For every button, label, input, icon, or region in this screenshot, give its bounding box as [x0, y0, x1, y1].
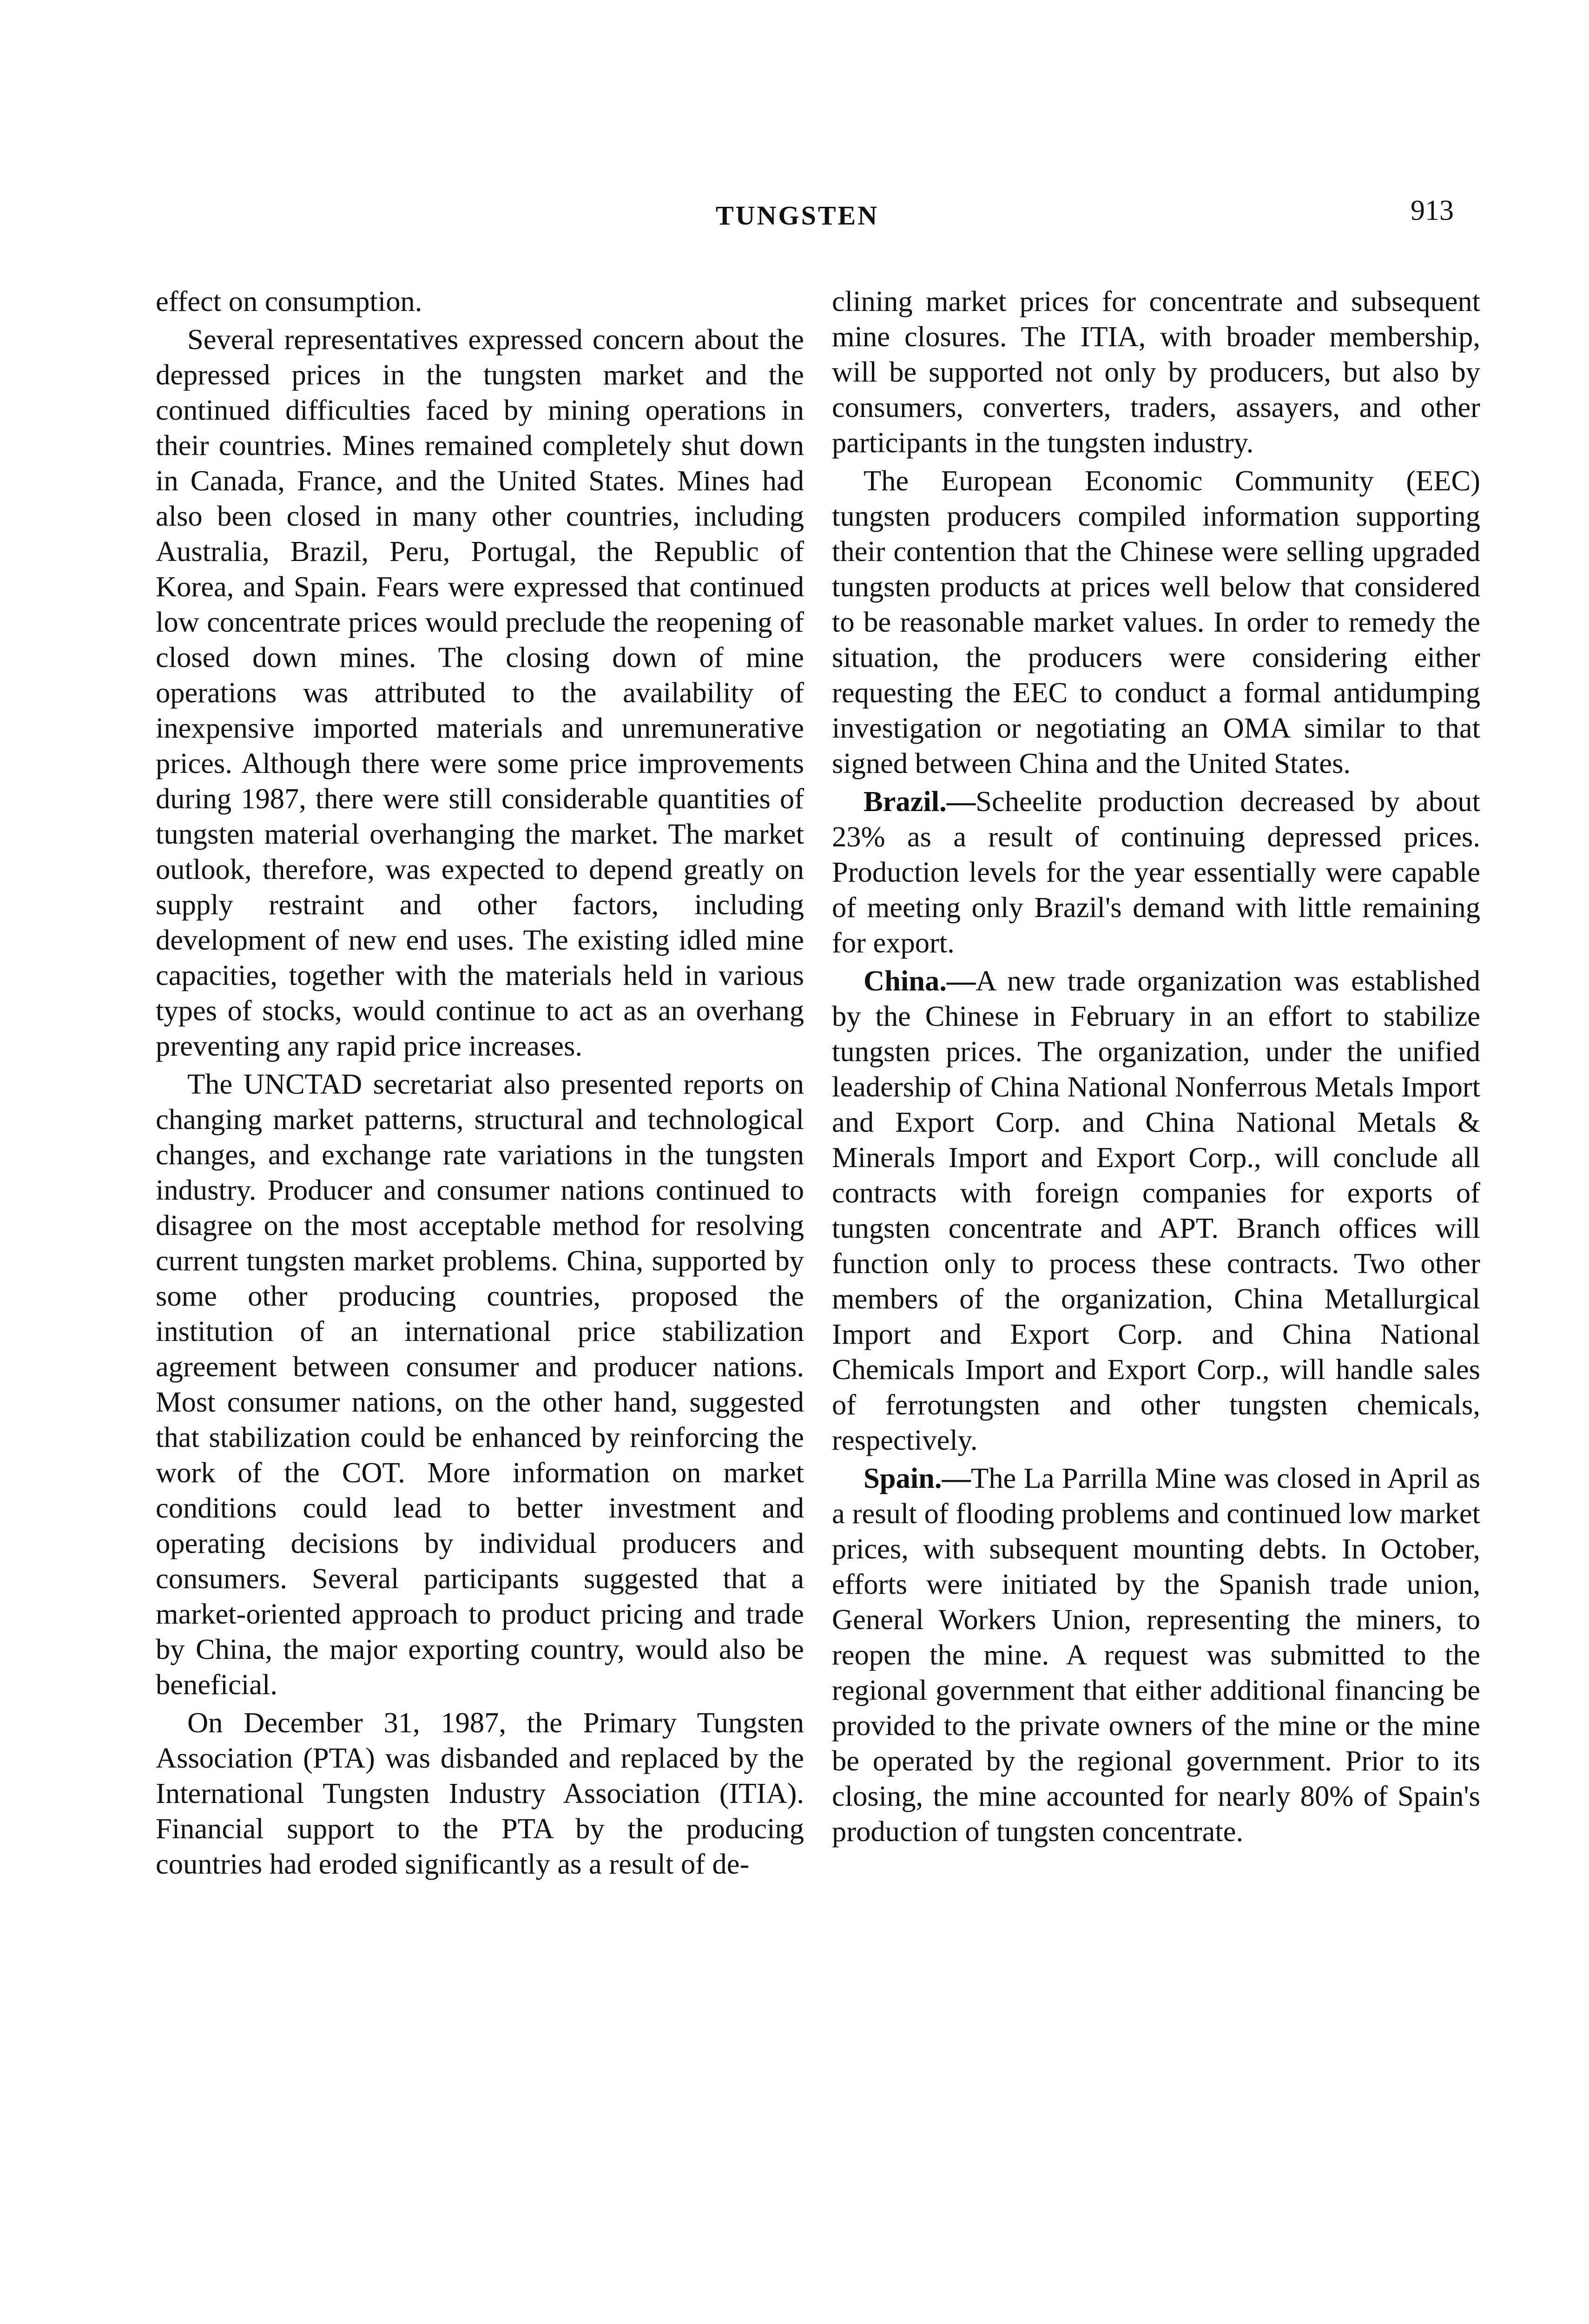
section-brazil [832, 784, 1480, 960]
paragraph-eec: The European Economic Community (EEC) tungsten producers compiled information supporting their contention that the Chinese were selling upgraded tungsten products at prices well below that considered to be reasonable market values. In order to remedy the situation, the producers were considering either requesting the EEC to conduct a formal antidumping investigation or negotiating an OMA similar to that signed between China and the United States. [832, 464, 1480, 779]
page-number: 913 [1411, 195, 1454, 226]
running-head: TUNGSTEN [716, 200, 879, 231]
section-china [832, 963, 1480, 1458]
section-spain [832, 1460, 1480, 1849]
spain-text: The La Parrilla Mine was closed in April as a result of flooding problems and continued low market prices, with subsequent mounting debts. In October, efforts were initiated by the Spanish trade union, General Workers Union, representing the miners, to reopen the mine. A request was submitted to the regional government that either additional financing be provided to the private owners of the mine or the mine be operated by the regional government. Prior to its closing, the mine accounted for nearly 80% of Spain's production of tungsten concentrate. [832, 1462, 1480, 1848]
left-column [156, 284, 804, 1884]
paragraph-mine-closures: Several representatives expressed concern about the depressed prices in the tungsten market and the continued difficulties faced by mining operations in their countries. Mines remained completely shut down in Canada, France, and the United States. Mines had also been closed in many other countries, including Australia, Brazil, Peru, Portugal, the Republic of Korea, and Spain. Fears were expressed that continued low concentrate prices would preclude the reopening of closed down mines. The closing down of mine operations was attributed to the availability of inexpensive imported materials and unremunerative prices. Although there were some price improvements during 1987, there were still considerable quantities of tungsten material overhanging the market. The market outlook, therefore, was expected to depend greatly on supply restraint and other factors, including development of new end uses. The existing idled mine capacities, together with the materials held in various types of stocks, would continue to act as an overhang preventing any rapid price increases. [156, 323, 804, 1062]
china-text: A new trade organization was established by the Chinese in February in an effort to stabilize tungsten prices. The organization, under the unified leadership of China National Nonferrous Metals Import and Export Corp. and China National Metals & Minerals Import and Export Corp., will conclude all contracts with foreign companies for exports of tungsten concentrate and APT. Branch offices will function only to process these contracts. Two other members of the organization, China Metallurgical Import and Export Corp. and China National Chemicals Import and Export Corp., will handle sales of ferrotungsten and other tungsten chemicals, respectively. [832, 964, 1480, 1456]
china-heading: China.— [864, 964, 976, 997]
paragraph-pta-itia: On December 31, 1987, the Primary Tungsten Association (PTA) was disbanded and replaced by the International Tungsten Industry Association (ITIA). Financial support to the PTA by the producing countries had eroded significantly as a result of de- [156, 1706, 804, 1880]
paragraph-continued: effect on consumption. [156, 285, 422, 317]
brazil-text: Scheelite production decreased by about 23% as a result of continuing depressed prices. Production levels for the year essentially were capable of meeting only Brazil's demand with little remaining for export. [832, 785, 1480, 959]
brazil-heading: Brazil.— [864, 785, 976, 818]
paragraph-itia-continued: clining market prices for concentrate and subsequent mine closures. The ITIA, with broader membership, will be supported not only by producers, but also by consumers, converters, traders, assayers, and other participants in the tungsten industry. [832, 285, 1480, 459]
paragraph-unctad: The UNCTAD secretariat also presented reports on changing market patterns, structural and technological changes, and exchange rate variations in the tungsten industry. Producer and consumer nations continued to disagree on the most acceptable method for resolving current tungsten market problems. China, supported by some other producing countries, proposed the institution of an international price stabilization agreement between consumer and producer nations. Most consumer nations, on the other hand, suggested that stabilization could be enhanced by reinforcing the work of the COT. More information on market conditions could lead to better investment and operating decisions by individual producers and consumers. Several participants suggested that a market-oriented approach to product pricing and trade by China, the major exporting country, would also be beneficial. [156, 1068, 804, 1701]
spain-heading: Spain.— [864, 1462, 971, 1494]
right-column [832, 284, 1480, 1852]
